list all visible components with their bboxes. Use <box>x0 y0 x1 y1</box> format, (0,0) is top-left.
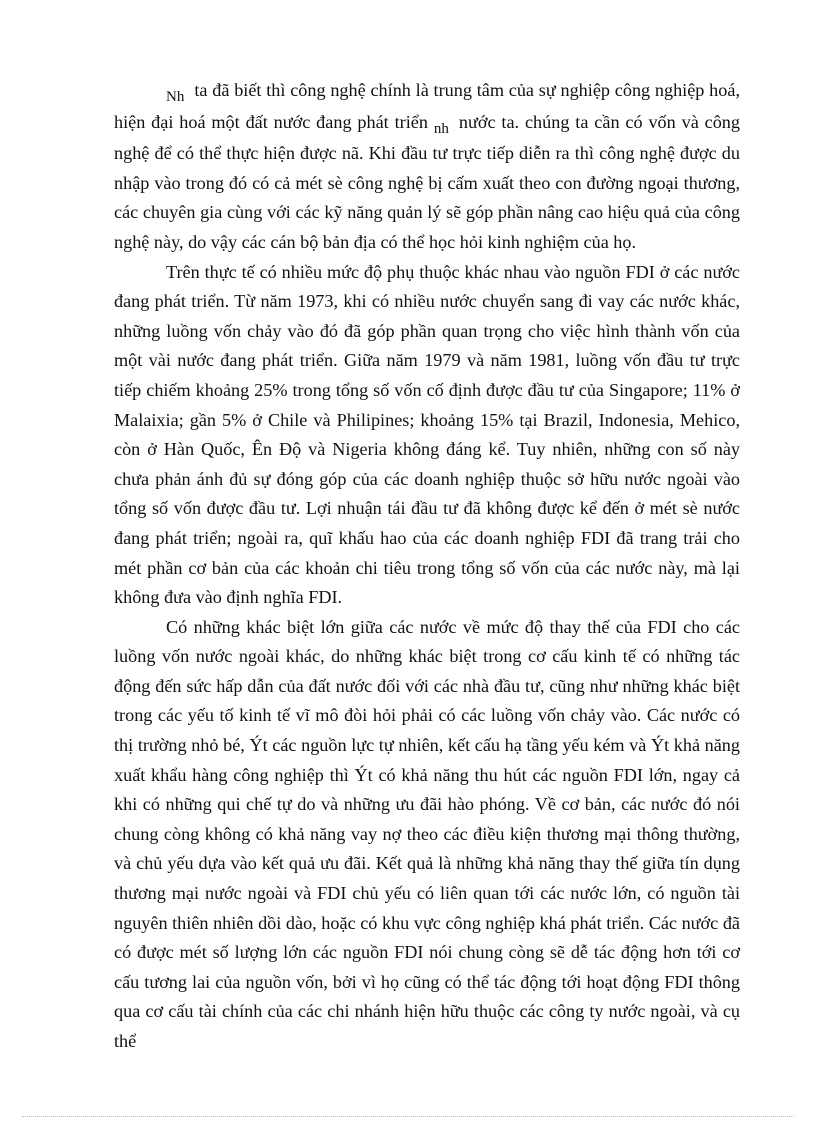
mid-fragment: nh <box>433 120 449 137</box>
paragraph-1-text-b: nước ta. chúng ta cần có vốn và công nghệ để có thể thực hiện được nã. Khi đầu tư trực tiếp diễn ra thì công nghệ được du nhập vào trong đó có cả mét sè công nghệ bị cấm xuất theo con đường ngoại thương, các chuyên gia cùng với các kỹ năng quản lý sẽ góp phần nâng cao hiệu quả của công nghệ này, do vậy các cán bộ bản địa có thể học hỏi kinh nghiệm của họ. <box>114 111 740 252</box>
page-footer-divider <box>22 1116 794 1117</box>
paragraph-1-text-a: ta đã biết thì công nghệ chính là trung tâm của sự nghiệp công nghiệp hoá, hiện đại hoá một đất nước đang phát triển <box>114 80 740 132</box>
lead-fragment: Nh <box>166 89 185 105</box>
paragraph-3: Có những khác biệt lớn giữa các nước về mức độ thay thế của FDI cho các luồng vốn nước ngoài khác, do những khác biệt trong cơ cấu kinh tế có những tác động đến sức hấp dẫn của đất nước đối với các nhà đầu tư, cũng như những khác biệt trong các yếu tố kinh tế vĩ mô đòi hỏi phải có các luồng vốn chảy vào. Các nước có thị trường nhỏ bé, Ýt các nguồn lực tự nhiên, kết cấu hạ tầng yếu kém và Ýt khả năng xuất khẩu hàng công nghiệp thì Ýt có khả năng thu hút các nguồn FDI lớn, ngay cả khi có những qui chế tự do và những ưu đãi hào phóng. Về cơ bản, các nước đó nói chung còng không có khả năng vay nợ theo các điều kiện thương mại thông thường, và chủ yếu dựa vào kết quả ưu đãi. Kết quả là những khả năng thay thế giữa tín dụng thương mại nước ngoài và FDI chủ yếu có liên quan tới các nước lớn, có nguồn tài nguyên thiên nhiên dồi dào, hoặc có khu vực công nghiệp khá phát triển. Các nước đã có được mét số lượng lớn các nguồn FDI nói chung còng sẽ dễ tác động hơn tới cơ cấu tương lai của nguồn vốn, bởi vì họ cũng có thể tác động tới hoạt động FDI thông qua cơ cấu tài chính của các chi nhánh hiện hữu thuộc các công ty nước ngoài, và cụ thể <box>114 616 740 1051</box>
paragraph-2: Trên thực tế có nhiều mức độ phụ thuộc khác nhau vào nguồn FDI ở các nước đang phát triển. Từ năm 1973, khi có nhiều nước chuyển sang đi vay các nước khác, những luồng vốn chảy vào đó đã góp phần quan trọng cho việc hình thành vốn của một vài nước đang phát triển. Giữa năm 1979 và năm 1981, luồng vốn đầu tư trực tiếp chiếm khoảng 25% trong tổng số vốn cố định được đầu tư của Singapore; 11% ở Malaixia; gần 5% ở Chile và Philipines; khoảng 15% tại Brazil, Indonesia, Mehico, còn ở Hàn Quốc, Ên Độ và Nigeria không đáng kể. Tuy nhiên, những con số này chưa phản ánh đủ sự đóng góp của các doanh nghiệp thuộc sở hữu nước ngoài vào tổng số vốn được đầu tư. Lợi nhuận tái đầu tư đã không được kể đến ở mét sè nước đang phát triển; ngoài ra, quĩ khấu hao của các doanh nghiệp FDI đã trang trải cho mét phần cơ bản của các khoản chi tiêu trong tổng số vốn của các nước này, mà lại không đưa vào định nghĩa FDI. <box>114 261 740 608</box>
paragraph-1 <box>114 76 740 258</box>
document-page <box>114 76 740 1057</box>
